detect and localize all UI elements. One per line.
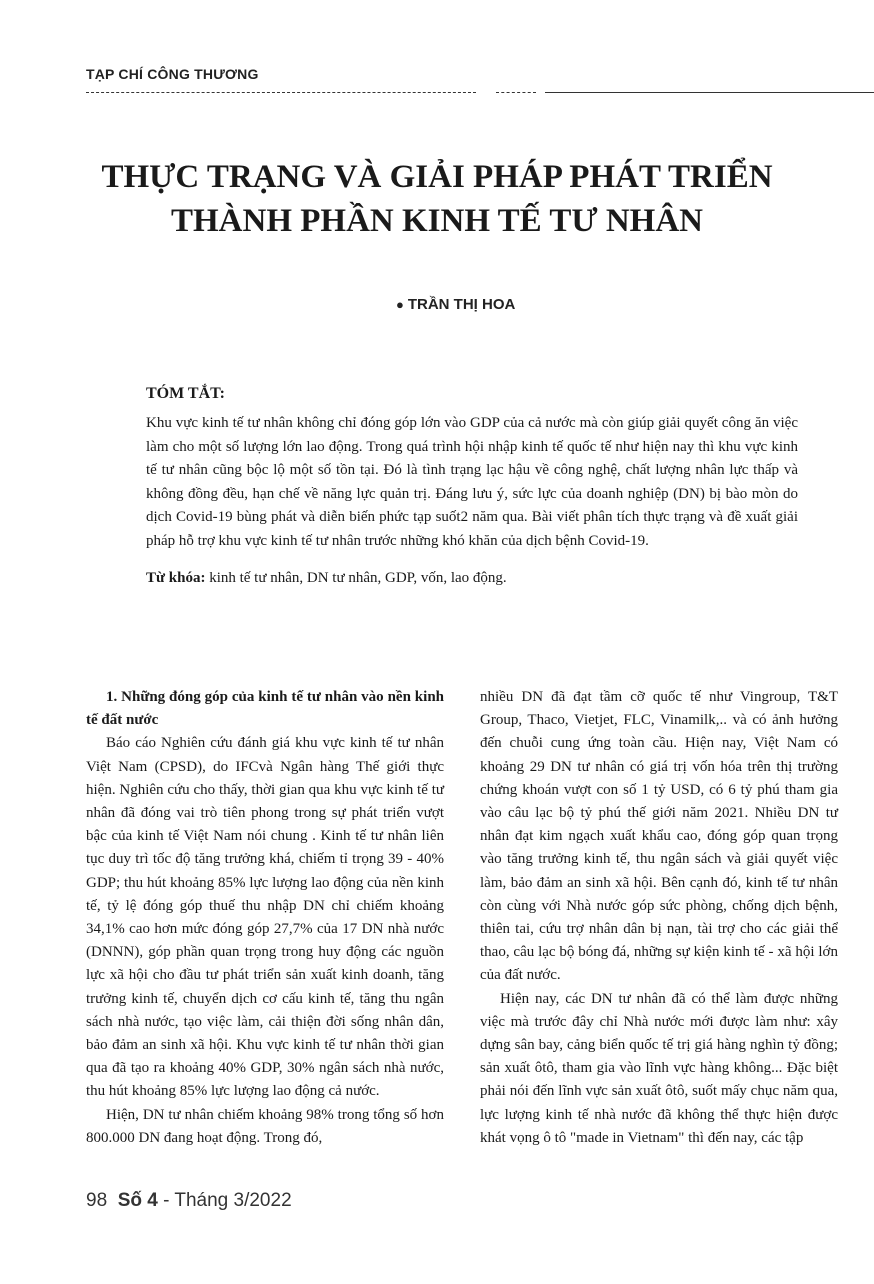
issue-number: Số 4: [117, 1190, 158, 1211]
paragraph: Báo cáo Nghiên cứu đánh giá khu vực kinh tế tư nhân Việt Nam (CPSD), do IFCvà Ngân hàng Thế giới thực hiện. Nghiên cứu cho thấy, thời gian qua khu vực kinh tế tư nhân đã đóng vai trò tiên phong trong sự phát triển vượt bậc của kinh tế Việt Nam nói chung . Kinh tế tư nhân liên tục duy trì tốc độ tăng trưởng khá, chiếm tỉ trọng 39 - 40% GDP; thu hút khoảng 85% lực lượng lao động của nền kinh tế, tỷ lệ đóng góp thuế thu nhập DN chỉ chiếm khoảng 34,1% cao hơn mức đóng góp 27,7% của 17 DN nhà nước (DNNN), góp phần quan trọng trong huy động các nguồn lực xã hội cho đầu tư phát triển sản xuất kinh doanh, tăng trưởng kinh tế, chuyển dịch cơ cấu kinh tế, tăng thu ngân sách nhà nước, tạo việc làm, cải thiện đời sống nhân dân, bảo đảm an sinh xã hội. Khu vực kinh tế tư nhân thời gian qua đã tạo ra khoảng 40% GDP, 30% ngân sách nhà nước, thu hút khoảng 85% lực lượng lao động cả nước.: [86, 735, 444, 1100]
article-title: [60, 155, 814, 243]
bullet-icon: ●: [396, 297, 404, 312]
keywords: [146, 567, 798, 590]
abstract-text: Khu vực kinh tế tư nhân không chỉ đóng góp lớn vào GDP của cả nước mà còn giúp giải quyết công ăn việc làm cho một số lượng lớn lao động. Trong quá trình hội nhập kinh tế quốc tế như hiện nay thì khu vực kinh tế tư nhân cũng bộc lộ một số tồn tại. Đó là tình trạng lạc hậu về công nghệ, chất lượng nhân lực thấp và không đồng đều, hạn chế về năng lực quản trị. Đáng lưu ý, sức lực của doanh nghiệp (DN) bị bào mòn do dịch Covid-19 bùng phát và diễn biến phức tạp suốt2 năm qua. Bài viết phân tích thực trạng và đề xuất giải pháp hỗ trợ khu vực kinh tế tư nhân trước những khó khăn của dịch bệnh Covid-19.: [146, 415, 798, 549]
page-number: 98: [86, 1190, 108, 1211]
abstract-heading: TÓM TẮT:: [146, 385, 225, 402]
author-name: TRẦN THỊ HOA: [407, 296, 516, 313]
keywords-label: Từ khóa:: [146, 570, 206, 586]
issue-date: - Tháng 3/2022: [157, 1190, 292, 1211]
page-footer: [86, 1190, 292, 1212]
paragraph: Hiện, DN tư nhân chiếm khoảng 98% trong tổng số hơn 800.000 DN đang hoạt động. Trong đó,: [86, 1106, 444, 1146]
paragraph: Hiện nay, các DN tư nhân đã có thể làm được những việc mà trước đây chỉ Nhà nước mới được làm như: xây dựng sân bay, cảng biển quốc tế trị giá hàng nghìn tỷ đồng; sản xuất ôtô, tham gia vào lĩnh vực hàng không... Đặc biệt phải nói đến lĩnh vực sản xuất ôtô, suốt mấy chục năm qua, lực lượng kinh tế nhà nước đã không thể thực hiện được khát vọng ô tô "made in Vietnam" thì đến nay, các tập: [480, 990, 838, 1146]
header-rule-dashed: [86, 92, 476, 93]
title-line-1: THỰC TRẠNG VÀ GIẢI PHÁP PHÁT TRIỂN: [101, 159, 773, 195]
header-rule-solid: [545, 92, 874, 93]
author-byline: [396, 296, 515, 313]
left-column: [86, 686, 444, 1150]
journal-name: TẠP CHÍ CÔNG THƯƠNG: [86, 66, 259, 82]
title-line-2: THÀNH PHẦN KINH TẾ TƯ NHÂN: [170, 203, 704, 239]
header-rule-dashed-short: [496, 92, 536, 93]
section-1-heading: 1. Những đóng góp của kinh tế tư nhân vào nền kinh tế đất nước: [86, 689, 444, 729]
keywords-list: kinh tế tư nhân, DN tư nhân, GDP, vốn, lao động.: [205, 570, 507, 586]
paragraph: nhiều DN đã đạt tầm cỡ quốc tế như Vingroup, T&T Group, Thaco, Vietjet, FLC, Vinamilk,.. và có ảnh hưởng đến chuỗi cung ứng toàn cầu. Hiện nay, Việt Nam có khoảng 29 DN tư nhân có giá trị vốn hóa trên thị trường chứng khoán vượt con số 1 tỷ USD, có 6 tỷ phú tham gia vào câu lạc bộ tỷ phú thế giới năm 2021. Nhiều DN tư nhân đạt kim ngạch xuất khẩu cao, đóng góp quan trọng vào tăng trưởng kinh tế, thu ngân sách và giải quyết việc làm, bảo đảm an sinh xã hội. Bên cạnh đó, kinh tế tư nhân còn cùng với Nhà nước góp sức phòng, chống dịch bệnh, thiên tai, cứu trợ nhân dân bị nạn, tài trợ cho các giải thể thao, câu lạc bộ bóng đá, những sự kiện kinh tế - xã hội lớn của đất nước.: [480, 689, 838, 984]
right-column: [480, 686, 838, 1150]
